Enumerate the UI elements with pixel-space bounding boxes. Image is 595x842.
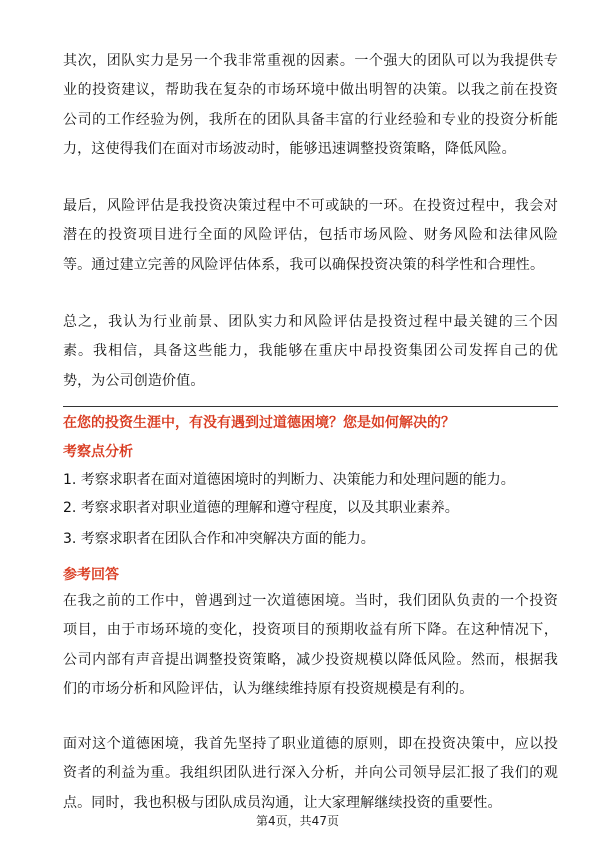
body-paragraph-team-strength: 其次，团队实力是另一个我非常重视的因素。一个强大的团队可以为我提供专业的投资建议，帮助我在复杂的市场环境中做出明智的决策。以我之前在投资公司的工作经验为例，我所在的团队具备丰富的行业经验和专业的投资分析能力，这使得我们在面对市场波动时，能够迅速调整投资策略，降低风险。 [63, 53, 558, 157]
section-divider [63, 406, 558, 407]
analysis-item: 3. 考察求职者在团队合作和冲突解决方面的能力。 [63, 531, 375, 547]
page-number-footer: 第4页，共47页 [256, 814, 339, 828]
body-paragraph-conclusion: 总之，我认为行业前景、团队实力和风险评估是投资过程中最关键的三个因素。我相信，具备这些能力，我能够在重庆中昂投资集团公司发挥自己的优势，为公司创造价值。 [63, 314, 558, 389]
analysis-label: 考察点分析 [63, 444, 133, 460]
answer-paragraph: 在我之前的工作中，曾遇到过一次道德困境。当时，我们团队负责的一个投资项目，由于市场环境的变化，投资项目的预期收益有所下降。在这种情况下，公司内部有声音提出调整投资策略，减少投资规模以降低风险。然而，根据我们的市场分析和风险评估，认为继续维持原有投资规模是有利的。 [63, 593, 558, 697]
analysis-item: 2. 考察求职者对职业道德的理解和遵守程度，以及其职业素养。 [63, 500, 459, 516]
body-paragraph-risk-assessment: 最后，风险评估是我投资决策过程中不可或缺的一环。在投资过程中，我会对潜在的投资项目进行全面的风险评估，包括市场风险、财务风险和法律风险等。通过建立完善的风险评估体系，我可以确保投资决策的科学性和合理性。 [63, 198, 558, 273]
question-heading: 在您的投资生涯中，有没有遇到过道德困境？您是如何解决的？ [63, 415, 455, 431]
analysis-item: 1. 考察求职者在面对道德困境时的判断力、决策能力和处理问题的能力。 [63, 472, 515, 488]
answer-paragraph: 面对这个道德困境，我首先坚持了职业道德的原则，即在投资决策中，应以投资者的利益为重。我组织团队进行深入分析，并向公司领导层汇报了我们的观点。同时，我也积极与团队成员沟通，让大家理解继续投资的重要性。 [63, 736, 558, 811]
answer-label: 参考回答 [63, 567, 119, 583]
